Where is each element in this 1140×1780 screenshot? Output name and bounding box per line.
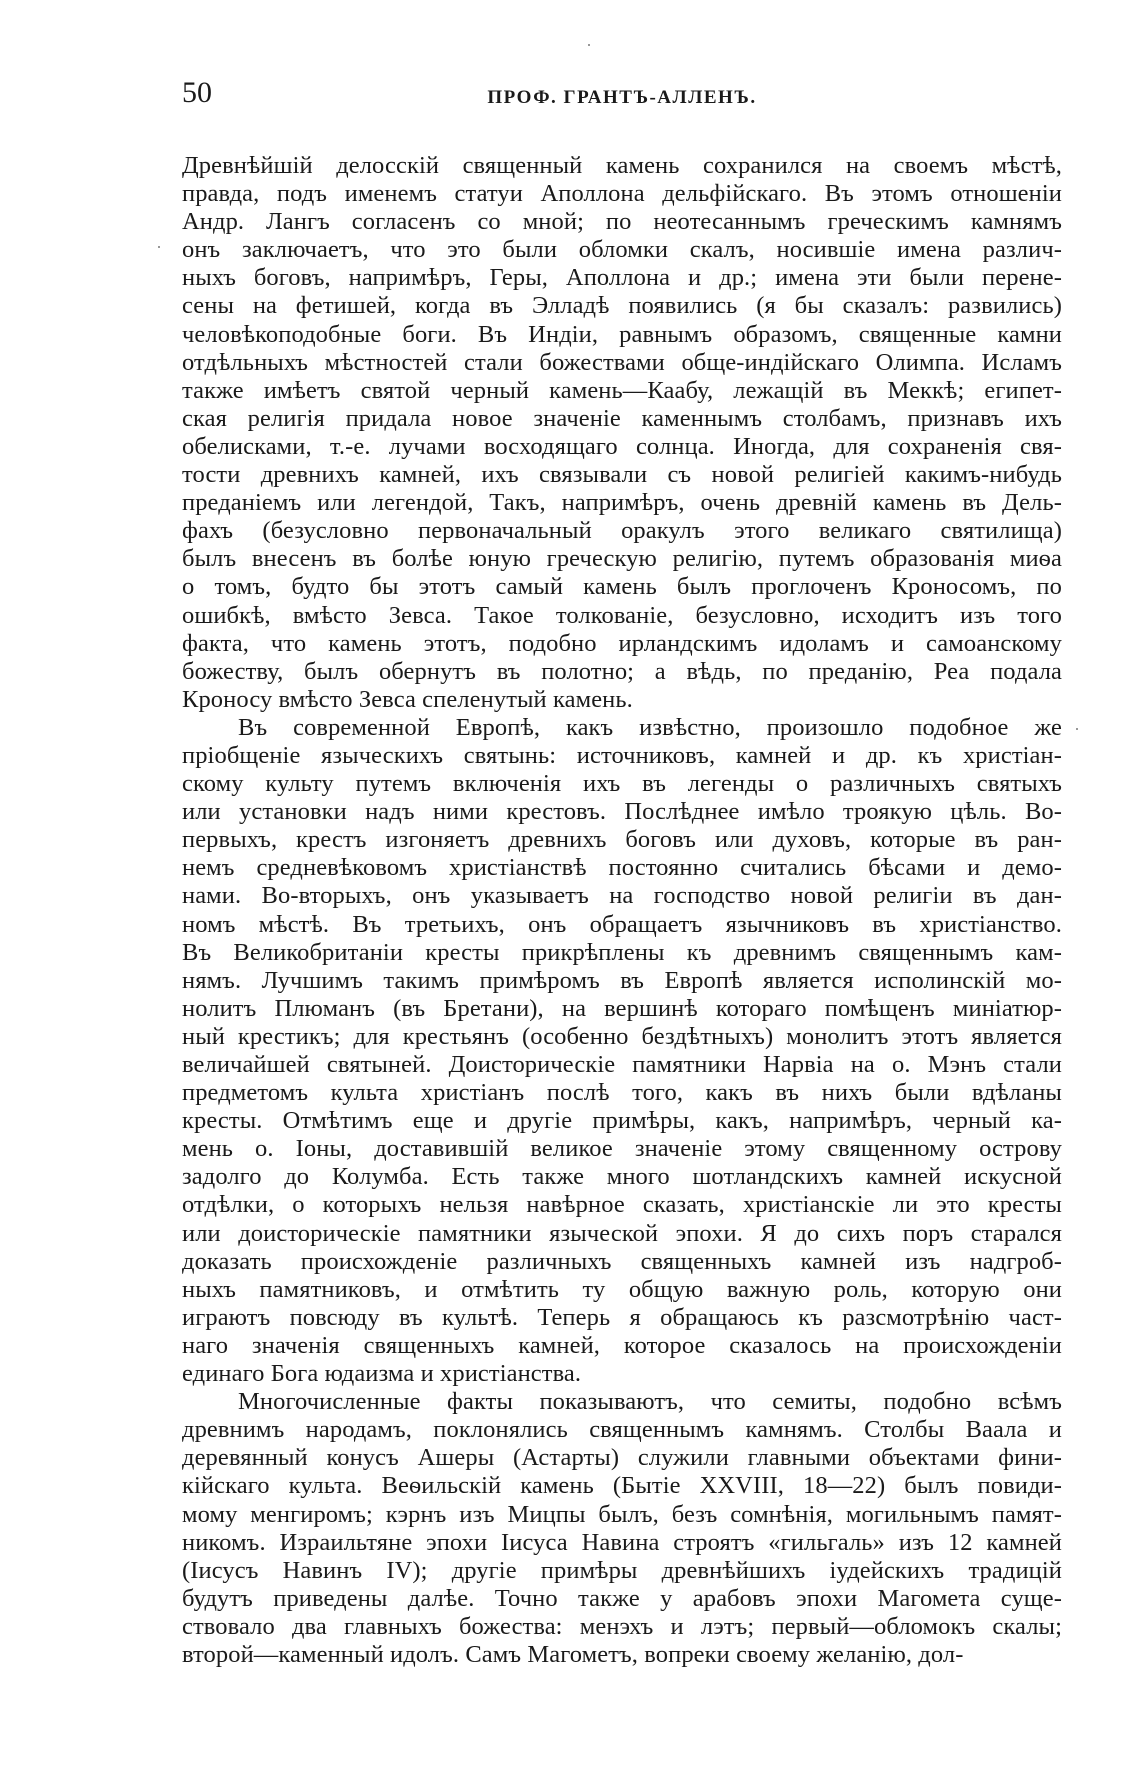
print-speck	[158, 246, 160, 248]
text-line: человѣкоподобные боги. Въ Индіи, равнымъ образомъ, священные камни	[182, 320, 1062, 348]
book-page	[182, 70, 1062, 1750]
text-line: величайшей святыней. Доисторическіе памятники Нарвіа на о. Мэнъ стали	[182, 1051, 1062, 1078]
text-line: скому культу путемъ включенія ихъ въ легенды о различныхъ святыхъ	[182, 770, 1062, 798]
text-line: онъ заключаетъ, что это были обломки скалъ, носившіе имена различ-	[182, 236, 1062, 264]
text-line: факта, что камень этотъ, подобно ирландскимъ идоламъ и самоанскому	[182, 629, 1062, 657]
text-line: отдѣлки, о которыхъ нельзя навѣрное сказать, христіанскіе ли это кресты	[182, 1191, 1062, 1219]
text-line: сены на фетишей, когда въ Элладѣ появились (я бы сказалъ: развились)	[182, 292, 1062, 320]
text-line: божеству, былъ обернутъ въ полотно; а вѣдь, по преданію, Реа подала	[182, 657, 1062, 685]
text-line: нолитъ Плюманъ (въ Бретани), на вершинѣ котораго помѣщенъ миніатюр-	[182, 994, 1062, 1022]
text-line: единаго Бога юдаизма и христіанства.	[182, 1360, 582, 1388]
text-line: Многочисленные факты показываютъ, что семиты, подобно всѣмъ	[238, 1388, 1062, 1416]
text-line: фахъ (безусловно первоначальный оракулъ этого великаго святилища)	[182, 517, 1062, 545]
text-line: ская религія придала новое значеніе каменнымъ столбамъ, признавъ ихъ	[182, 404, 1062, 432]
text-line: также имѣетъ святой черный камень—Каабу, лежащій въ Меккѣ; египет-	[182, 376, 1062, 404]
body-text	[182, 152, 1062, 1669]
text-line: ныхъ памятниковъ, и отмѣтить ту общую важную роль, которую они	[182, 1275, 1062, 1303]
text-line: мень о. Іоны, доставившій великое значеніе этому священному острову	[182, 1135, 1062, 1163]
text-line: ошибкѣ, вмѣсто Зевса. Такое толкованіе, безусловно, исходитъ изъ того	[182, 601, 1062, 629]
text-line: ствовало два главныхъ божества: менэхъ и лэтъ; первый—обломокъ скалы;	[182, 1612, 1062, 1640]
text-line: или установки надъ ними крестовъ. Послѣднее имѣло троякую цѣль. Во-	[182, 798, 1062, 826]
page-number: 50	[182, 76, 212, 109]
running-head: ПРОФ. ГРАНТЪ-АЛЛЕНЪ.	[487, 87, 757, 108]
text-line: о томъ, будто бы этотъ самый камень былъ проглоченъ Кроносомъ, по	[182, 573, 1062, 601]
text-line: Кроносу вмѣсто Зевса спеленутый камень.	[182, 685, 633, 713]
text-line: отдѣльныхъ мѣстностей стали божествами обще-индійскаго Олимпа. Исламъ	[182, 348, 1062, 376]
text-line: или доисторическіе памятники языческой эпохи. Я до сихъ поръ старался	[182, 1219, 1062, 1247]
text-line: номъ мѣстѣ. Въ третьихъ, онъ обращаетъ язычниковъ въ христіанство.	[182, 910, 1062, 938]
text-line: правда, подъ именемъ статуи Аполлона дельфійскаго. Въ этомъ отношеніи	[182, 180, 1062, 208]
text-line: доказать происхожденіе различныхъ священныхъ камней изъ надгроб-	[182, 1247, 1062, 1275]
paragraph	[182, 152, 1062, 714]
text-line: обелисками, т.-е. лучами восходящаго солнца. Иногда, для сохраненія свя-	[182, 432, 1062, 460]
text-line: деревянный конусъ Ашеры (Астарты) служили главными объектами фини-	[182, 1444, 1062, 1472]
print-speck	[1076, 728, 1078, 730]
paragraph	[182, 714, 1062, 1388]
text-line: былъ внесенъ въ болѣе юную греческую религію, путемъ образованія миѳа	[182, 545, 1062, 573]
text-line: предметомъ культа христіанъ послѣ того, какъ въ нихъ были вдѣланы	[182, 1079, 1062, 1107]
paragraph	[182, 1388, 1062, 1669]
text-line: играютъ повсюду въ культѣ. Теперь я обращаюсь къ разсмотрѣнію част-	[182, 1303, 1062, 1331]
text-line: кійскаго культа. Веѳильскій камень (Бытіе XXVIII, 18—22) былъ повиди-	[182, 1472, 1062, 1500]
text-line: кресты. Отмѣтимъ еще и другіе примѣры, какъ, напримѣръ, черный ка-	[182, 1107, 1062, 1135]
text-line: второй—каменный идолъ. Самъ Магометъ, вопреки своему желанію, дол-	[182, 1640, 964, 1668]
text-line: ный крестикъ; для крестьянъ (особенно бездѣтныхъ) монолитъ этотъ является	[182, 1022, 1062, 1050]
page-header	[182, 70, 1062, 118]
text-line: Андр. Лангъ согласенъ со мной; по неотесаннымъ греческимъ камнямъ	[182, 208, 1062, 236]
text-line: ныхъ боговъ, напримѣръ, Геры, Аполлона и др.; имена эти были перене-	[182, 264, 1062, 292]
text-line: мому менгиромъ; кэрнъ изъ Мицпы былъ, безъ сомнѣнія, могильнымъ памят-	[182, 1500, 1062, 1528]
text-line: нами. Во-вторыхъ, онъ указываетъ на господство новой религіи въ дан-	[182, 882, 1062, 910]
text-line: задолго до Колумба. Есть также много шотландскихъ камней искусной	[182, 1163, 1062, 1191]
text-line: будутъ приведены далѣе. Точно также у арабовъ эпохи Магомета суще-	[182, 1584, 1062, 1612]
text-line: преданіемъ или легендой, Такъ, напримѣръ, очень древній камень въ Дель-	[182, 489, 1062, 517]
text-line: никомъ. Израильтяне эпохи Іисуса Навина строятъ «гильгаль» изъ 12 камней	[182, 1528, 1062, 1556]
text-line: немъ средневѣковомъ христіанствѣ постоянно считались бѣсами и демо-	[182, 854, 1062, 882]
text-line: тости древнихъ камней, ихъ связывали съ новой религіей какимъ-нибудь	[182, 461, 1062, 489]
text-line: Древнѣйшій делосскій священный камень сохранился на своемъ мѣстѣ,	[182, 152, 1062, 179]
text-line: (Іисусъ Навинъ IV); другіе примѣры древнѣйшихъ іудейскихъ традицій	[182, 1556, 1062, 1584]
text-line: наго значенія священныхъ камней, которое сказалось на происхожденіи	[182, 1331, 1062, 1359]
text-line: нямъ. Лучшимъ такимъ примѣромъ въ Европѣ является исполинскій мо-	[182, 966, 1062, 994]
text-line: Въ современной Европѣ, какъ извѣстно, произошло подобное же	[238, 713, 1062, 741]
text-line: Въ Великобританіи кресты прикрѣплены къ древнимъ священнымъ кам-	[182, 938, 1062, 966]
print-speck	[588, 44, 590, 46]
text-line: древнимъ народамъ, поклонялись священнымъ камнямъ. Столбы Ваала и	[182, 1416, 1062, 1444]
text-line: первыхъ, крестъ изгоняетъ древнихъ боговъ или духовъ, которые въ ран-	[182, 826, 1062, 854]
text-line: пріобщеніе языческихъ святынь: источниковъ, камней и др. къ христіан-	[182, 741, 1062, 769]
